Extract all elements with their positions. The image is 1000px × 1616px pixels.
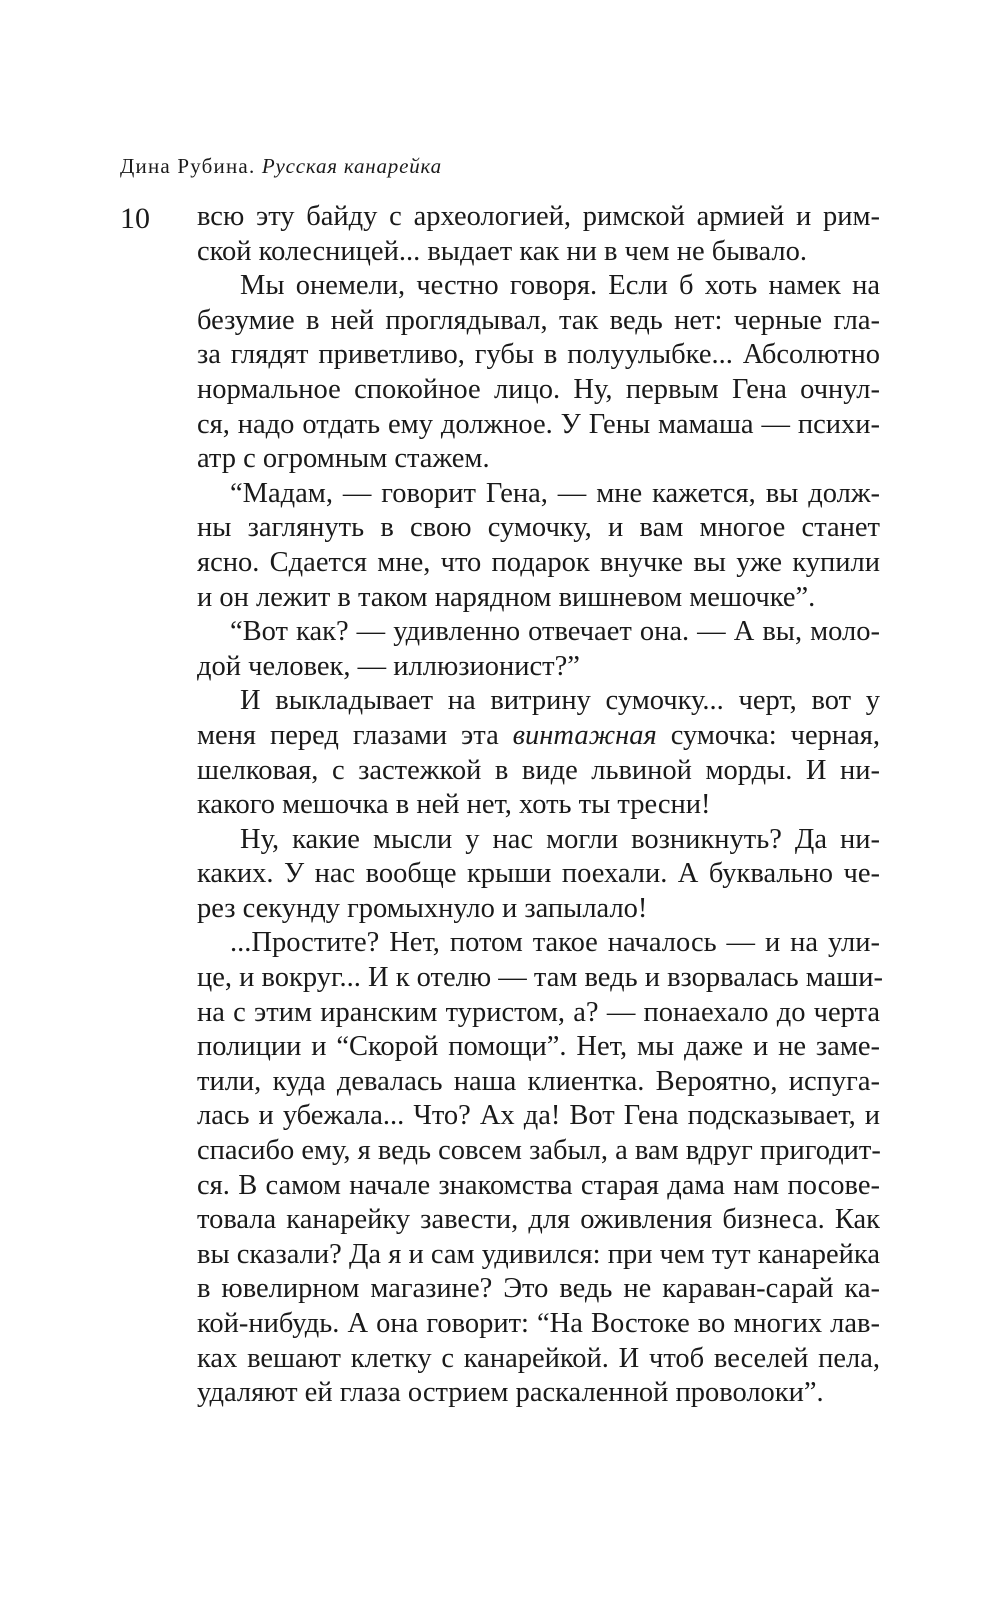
text-line: ясно. Сдается мне, что подарок внучке вы уже купили [197, 546, 880, 578]
text-line: атр с огромным стажем. [197, 443, 490, 475]
text-line: каких. У нас вообще крыши поехали. А буквально че- [197, 858, 880, 890]
text-line: дой человек, — иллюзионист?” [197, 650, 580, 682]
text-line: ся, надо отдать ему должное. У Гены мамаша — психи- [197, 408, 880, 440]
text-line: безумие в ней проглядывал, так ведь нет: черные гла- [197, 304, 880, 336]
text-line: ся. В самом начале знакомства старая дама нам посове- [197, 1169, 880, 1201]
text-line: вы сказали? Да я и сам удивился: при чем тут канарейка [197, 1238, 880, 1270]
text-line: “Вот как? — удивленно отвечает она. — А вы, моло- [230, 616, 880, 648]
text-line: шелковая, с застежкой в виде львиной морды. И ни- [197, 754, 880, 786]
text-line: тили, куда девалась наша клиентка. Вероятно, испуга- [197, 1065, 880, 1097]
text-line: на с этим иранским туристом, а? — понаехало до черта [197, 996, 880, 1028]
text-line: ны заглянуть в свою сумочку, и вам многое станет [197, 512, 880, 544]
text-line: Мы онемели, честно говоря. Если б хоть намек на [240, 270, 880, 302]
text-line: ской колесницей... выдает как ни в чем не бывало. [197, 235, 807, 267]
italic-word: винтажная [512, 719, 657, 751]
text-segment: меня перед глазами эта [197, 719, 513, 751]
text-line: спасибо ему, я ведь совсем забыл, а вам вдруг пригодит- [197, 1135, 881, 1167]
text-line: в ювелирном магазине? Это ведь не караван-сарай ка- [197, 1273, 880, 1305]
text-line: кой-нибудь. А она говорит: “На Востоке во многих лав- [197, 1308, 880, 1339]
text-line: и он лежит в таком нарядном вишневом мешочке”. [197, 581, 816, 613]
text-line: ках вешают клетку с канарейкой. И чтоб веселей пела, [197, 1342, 880, 1374]
page-number: 10 [120, 202, 150, 235]
text-line: всю эту байду с археологией, римской армией и рим- [197, 201, 880, 232]
running-header [120, 151, 442, 181]
body-text [197, 200, 883, 1411]
text-line: И выкладывает на витрину сумочку... черт, вот у [240, 685, 880, 717]
text-line: рез секунду громыхнуло и запылало! [197, 892, 648, 924]
text-line: удаляют ей глаза острием раскаленной проволоки”. [197, 1377, 824, 1409]
header-author: Дина Рубина. [120, 154, 256, 178]
text-line: товала канарейку завести, для оживления бизнеса. Как [197, 1204, 880, 1236]
text-line: за глядят приветливо, губы в полуулыбке... Абсолютно [197, 339, 880, 371]
text-line: полиции и “Скорой помощи”. Нет, мы даже и не заме- [197, 1031, 880, 1063]
text-line: какого мешочка в ней нет, хоть ты тресни! [197, 789, 711, 821]
text-line: ...Простите? Нет, потом такое началось — и на ули- [230, 927, 880, 959]
text-line: Ну, какие мысли у нас могли возникнуть? Да ни- [240, 823, 880, 855]
header-book-title: Русская канарейка [261, 154, 442, 178]
text-line: лась и убежала... Что? Ах да! Вот Гена подсказывает, и [197, 1100, 880, 1132]
text-segment: сумочка: черная, [656, 719, 880, 751]
text-line: “Мадам, — говорит Гена, — мне кажется, вы долж- [230, 477, 880, 509]
text-line [197, 719, 880, 754]
text-line: нормальное спокойное лицо. Ну, первым Гена очнул- [197, 373, 880, 405]
text-line: це, и вокруг... И к отелю — там ведь и взорвалась маши- [197, 962, 883, 994]
